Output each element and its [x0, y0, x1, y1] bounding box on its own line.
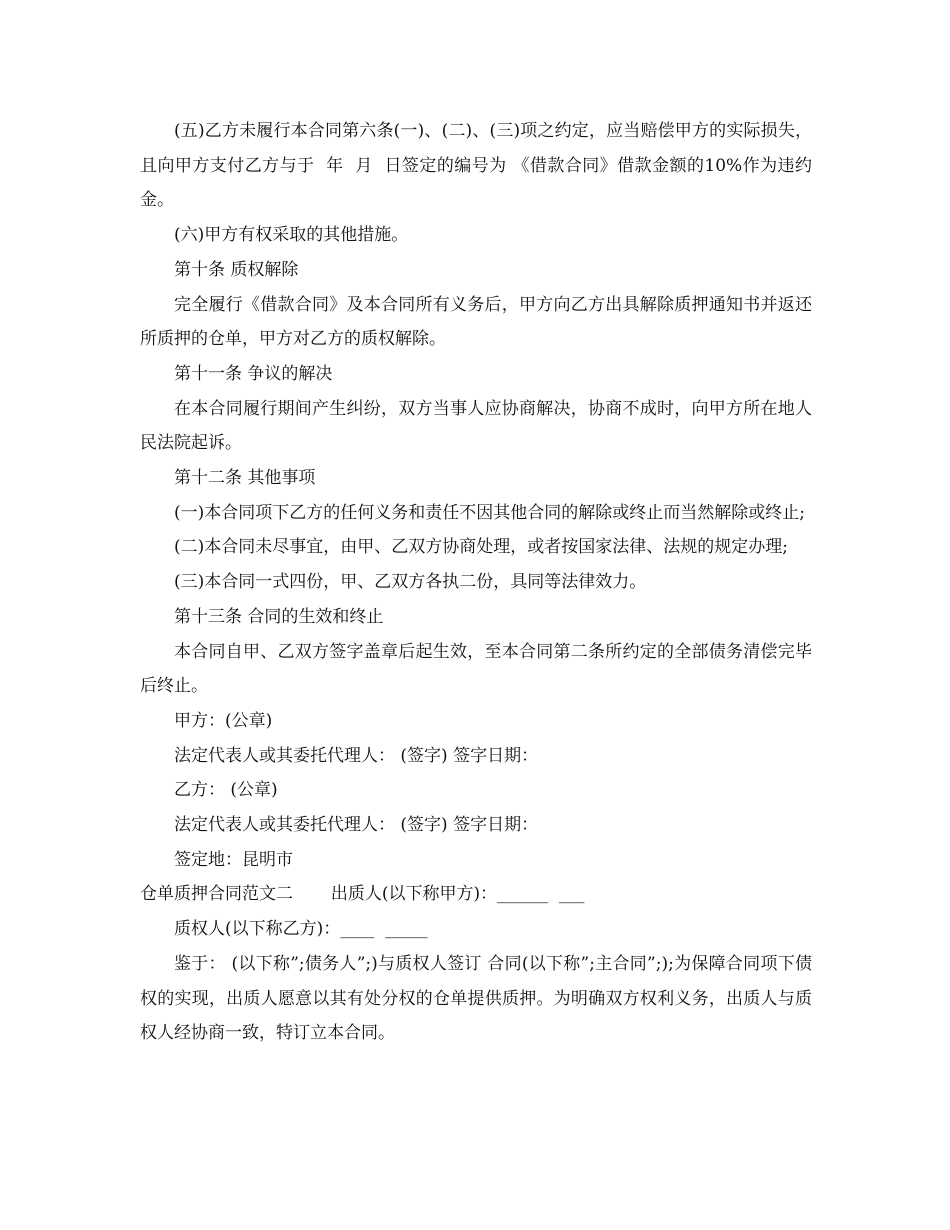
whereas-paragraph: 鉴于： (以下称”;债务人”;)与质权人签订 合同(以下称”;主合同”;);为保障合同项下债权的实现，出质人愿意以其有处分权的仓单提供质押。为明确双方权利义务，出质人与质权人经协商一致，特订立本合同。 [140, 953, 812, 1044]
article-11-heading: 第十一条 争议的解决 [174, 363, 333, 384]
party-b-representative-line: 法定代表人或其委托代理人： (签字) 签字日期： [174, 815, 539, 836]
clause-5-paragraph: (五)乙方未履行本合同第六条(一)、(二)、(三)项之约定，应当赔偿甲方的实际损失，且向甲方支付乙方与于 年 月 日签定的编号为 《借款合同》借款金额的10%作为违约金。 [140, 121, 812, 211]
article-12-item-1: (一)本合同项下乙方的任何义务和责任不因其他合同的解除或终止而当然解除或终止; [174, 502, 805, 523]
article-12-item-3: (三)本合同一式四份，甲、乙双方各执二份，具同等法律效力。 [174, 572, 647, 593]
pledgee-line: 质权人(以下称乙方)：____ _____ [174, 919, 428, 940]
article-12-item-2: (二)本合同未尽事宜，由甲、乙双方协商处理，或者按国家法律、法规的规定办理; [174, 537, 788, 558]
party-a-representative-line: 法定代表人或其委托代理人： (签字) 签字日期： [174, 745, 539, 766]
article-10-paragraph: 完全履行《借款合同》及本合同所有义务后，甲方向乙方出具解除质押通知书并返还所质押的仓单，甲方对乙方的质权解除。 [140, 294, 812, 350]
party-b-seal-line: 乙方： (公章) [174, 780, 278, 801]
article-12-heading: 第十二条 其他事项 [174, 468, 316, 489]
signing-place-line: 签定地：昆明市 [174, 849, 293, 870]
section-2-heading: 仓单质押合同范文二 出质人(以下称甲方)：______ ___ [140, 884, 585, 905]
clause-6-paragraph: (六)甲方有权采取的其他措施。 [174, 225, 409, 246]
article-11-paragraph: 在本合同履行期间产生纠纷，双方当事人应协商解决，协商不成时，向甲方所在地人民法院起诉。 [140, 398, 812, 454]
article-13-paragraph: 本合同自甲、乙双方签字盖章后起生效，至本合同第二条所约定的全部债务清偿完毕后终止。 [140, 641, 812, 697]
party-a-seal-line: 甲方：(公章) [174, 710, 273, 731]
document-body [140, 114, 812, 1051]
article-10-heading: 第十条 质权解除 [174, 259, 299, 280]
article-13-heading: 第十三条 合同的生效和终止 [174, 606, 384, 627]
